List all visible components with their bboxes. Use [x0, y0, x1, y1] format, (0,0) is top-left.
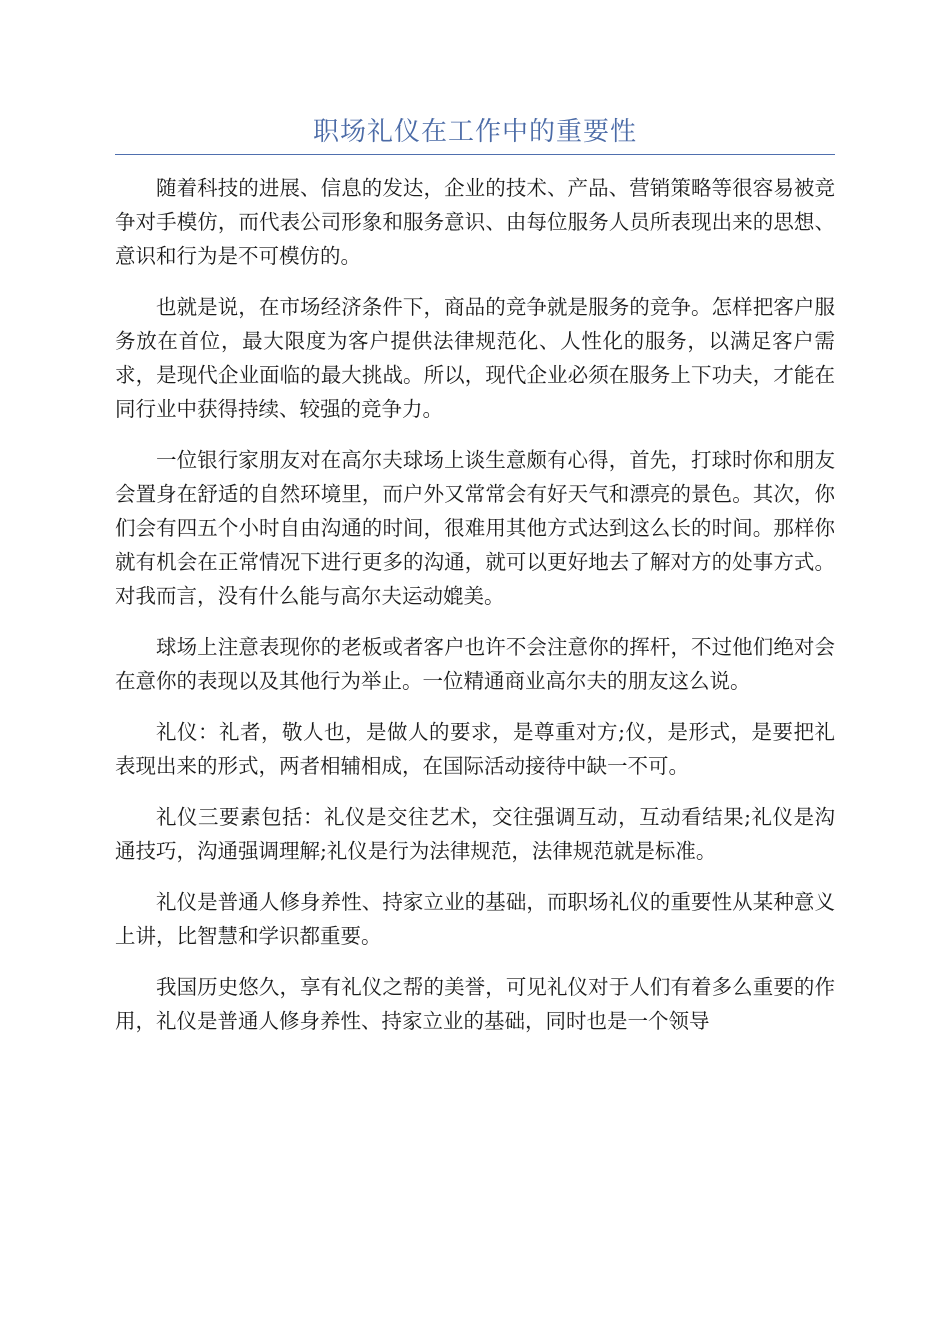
document-body [115, 171, 835, 1055]
paragraph-6: 礼仪三要素包括：礼仪是交往艺术，交往强调互动，互动看结果;礼仪是沟通技巧，沟通强调理解;礼仪是行为法律规范，法律规范就是标准。 [115, 805, 835, 863]
document-title: 职场礼仪在工作中的重要性 [312, 117, 637, 147]
paragraph-8: 我国历史悠久，享有礼仪之帮的美誉，可见礼仪对于人们有着多么重要的作用，礼仪是普通人修身养性、持家立业的基础，同时也是一个领导 [115, 975, 835, 1033]
paragraph-1: 随着科技的进展、信息的发达，企业的技术、产品、营销策略等很容易被竞争对手模仿，而代表公司形象和服务意识、由每位服务人员所表现出来的思想、意识和行为是不可模仿的。 [115, 176, 835, 268]
paragraph-4: 球场上注意表现你的老板或者客户也许不会注意你的挥杆，不过他们绝对会在意你的表现以及其他行为举止。一位精通商业高尔夫的朋友这么说。 [115, 635, 835, 693]
paragraph-5: 礼仪：礼者，敬人也，是做人的要求，是尊重对方;仪，是形式，是要把礼表现出来的形式，两者相辅相成，在国际活动接待中缺一不可。 [115, 720, 835, 778]
paragraph-2: 也就是说，在市场经济条件下，商品的竞争就是服务的竞争。怎样把客户服务放在首位，最大限度为客户提供法律规范化、人性化的服务，以满足客户需求，是现代企业面临的最大挑战。所以，现代企业必须在服务上下功夫，才能在同行业中获得持续、较强的竞争力。 [115, 295, 835, 421]
title-underline [115, 154, 835, 155]
paragraph-3: 一位银行家朋友对在高尔夫球场上谈生意颇有心得，首先，打球时你和朋友会置身在舒适的自然环境里，而户外又常常会有好天气和漂亮的景色。其次，你们会有四五个小时自由沟通的时间，很难用其他方式达到这么长的时间。那样你就有机会在正常情况下进行更多的沟通，就可以更好地去了解对方的处事方式。对我而言，没有什么能与高尔夫运动媲美。 [115, 448, 835, 608]
paragraph-7: 礼仪是普通人修身养性、持家立业的基础，而职场礼仪的重要性从某种意义上讲，比智慧和学识都重要。 [115, 890, 835, 948]
